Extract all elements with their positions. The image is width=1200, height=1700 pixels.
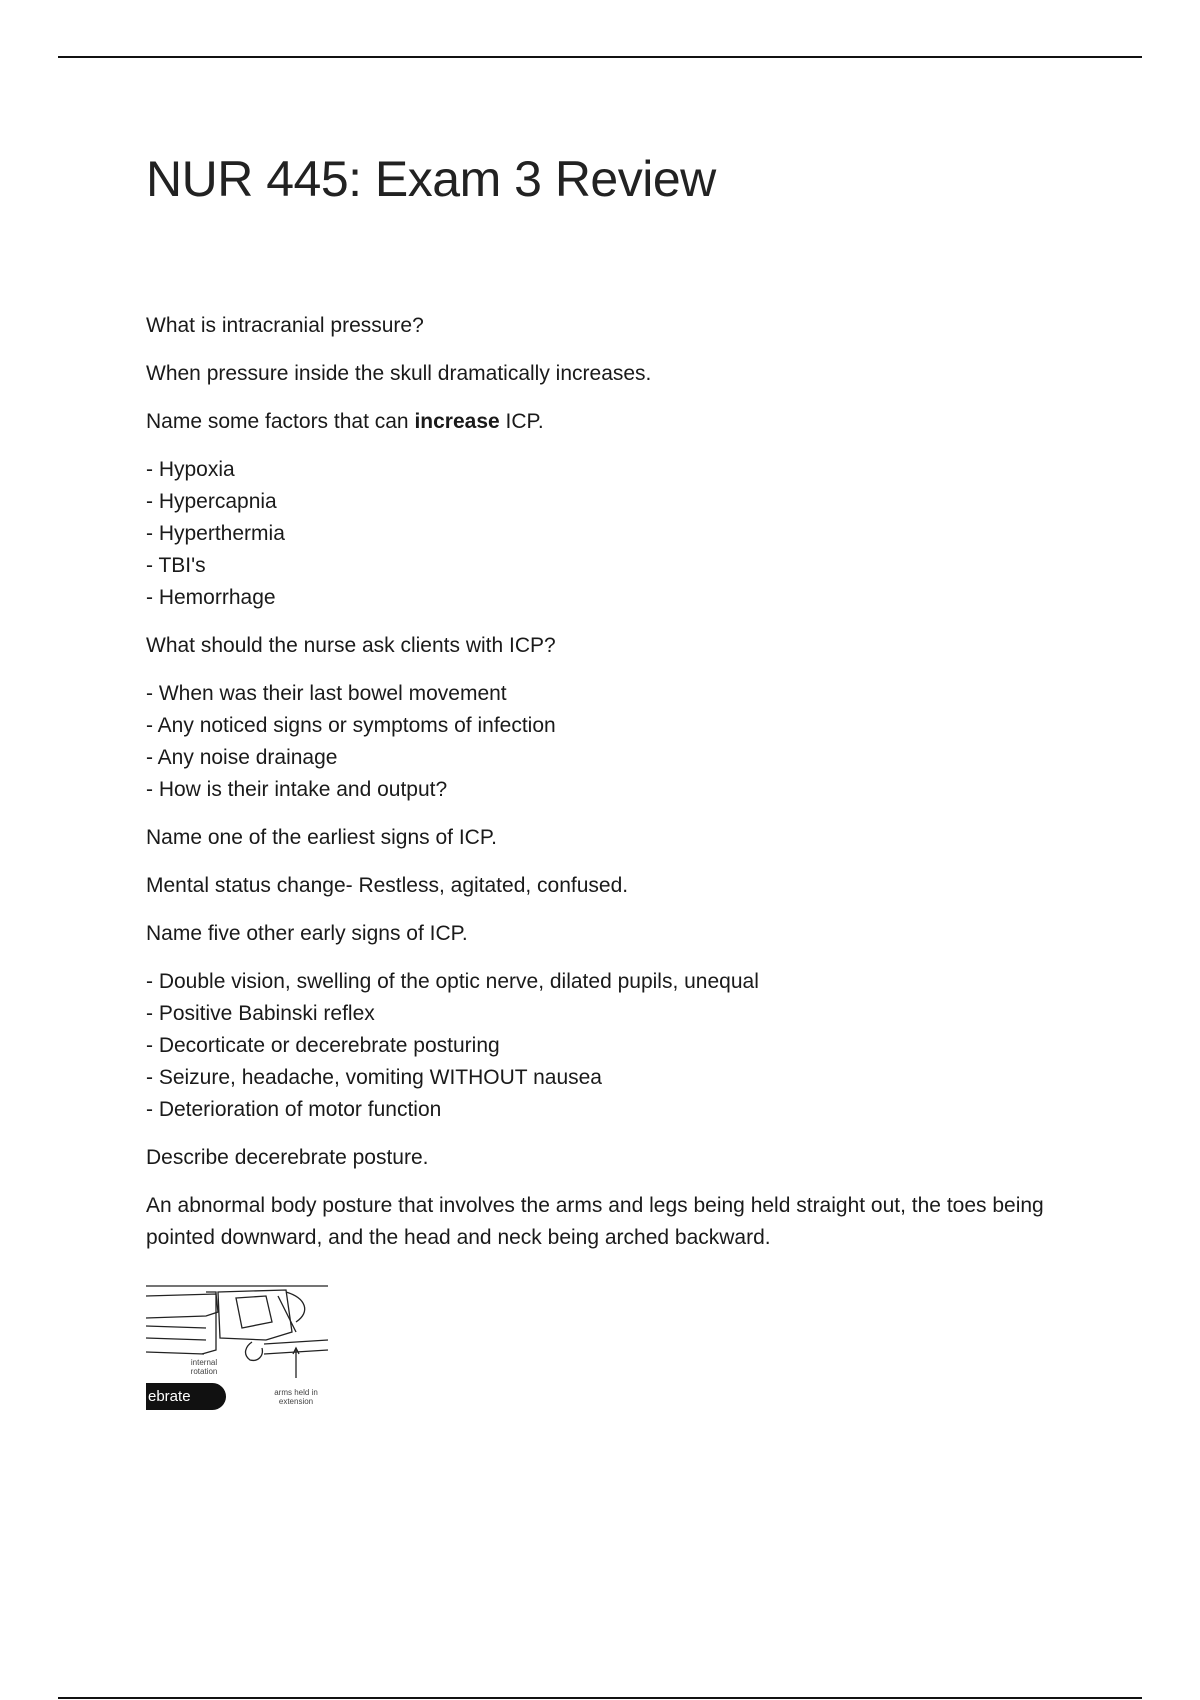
list-item: - When was their last bowel movement	[146, 678, 1086, 710]
list-item: - Seizure, headache, vomiting WITHOUT nausea	[146, 1062, 1086, 1094]
list-item: - Hyperthermia	[146, 518, 1086, 550]
answer-6: An abnormal body posture that involves the arms and legs being held straight out, the toes being pointed downward, and the head and neck being arched backward.	[146, 1194, 1044, 1249]
question-4: Name one of the earliest signs of ICP.	[146, 826, 497, 849]
internal-rotation-note: internal rotation	[190, 1358, 218, 1376]
list-item: - Any noise drainage	[146, 742, 1086, 774]
list-item: - Deterioration of motor function	[146, 1094, 1086, 1126]
early-signs-list	[146, 966, 1086, 1126]
list-item: - Hypercapnia	[146, 486, 1086, 518]
nurse-questions-list	[146, 678, 1086, 806]
question-2	[146, 406, 1086, 438]
list-item: - TBI's	[146, 550, 1086, 582]
question-2-pre: Name some factors that can	[146, 410, 415, 433]
list-item: - Any noticed signs or symptoms of infection	[146, 710, 1086, 742]
decerebrate-posture-figure	[146, 1282, 330, 1414]
question-2-bold: increase	[414, 410, 500, 433]
document-body	[146, 310, 1086, 1270]
question-3: What should the nurse ask clients with ICP?	[146, 634, 556, 657]
factors-list	[146, 454, 1086, 614]
figure-caption: ebrate	[146, 1383, 226, 1410]
list-item: - Hypoxia	[146, 454, 1086, 486]
question-5: Name five other early signs of ICP.	[146, 922, 468, 945]
list-item: - How is their intake and output?	[146, 774, 1086, 806]
top-rule	[58, 56, 1142, 58]
list-item: - Hemorrhage	[146, 582, 1086, 614]
bottom-rule	[58, 1697, 1142, 1699]
list-item: - Decorticate or decerebrate posturing	[146, 1030, 1086, 1062]
question-2-post: ICP.	[499, 410, 544, 433]
list-item: - Double vision, swelling of the optic nerve, dilated pupils, unequal	[146, 966, 1086, 998]
answer-4: Mental status change- Restless, agitated, confused.	[146, 874, 629, 897]
answer-1: When pressure inside the skull dramatically increases.	[146, 362, 652, 385]
arms-extension-note: arms held in extension	[274, 1388, 318, 1406]
page-title: NUR 445: Exam 3 Review	[146, 151, 716, 207]
list-item: - Positive Babinski reflex	[146, 998, 1086, 1030]
question-6: Describe decerebrate posture.	[146, 1146, 429, 1169]
question-1: What is intracranial pressure?	[146, 314, 424, 337]
